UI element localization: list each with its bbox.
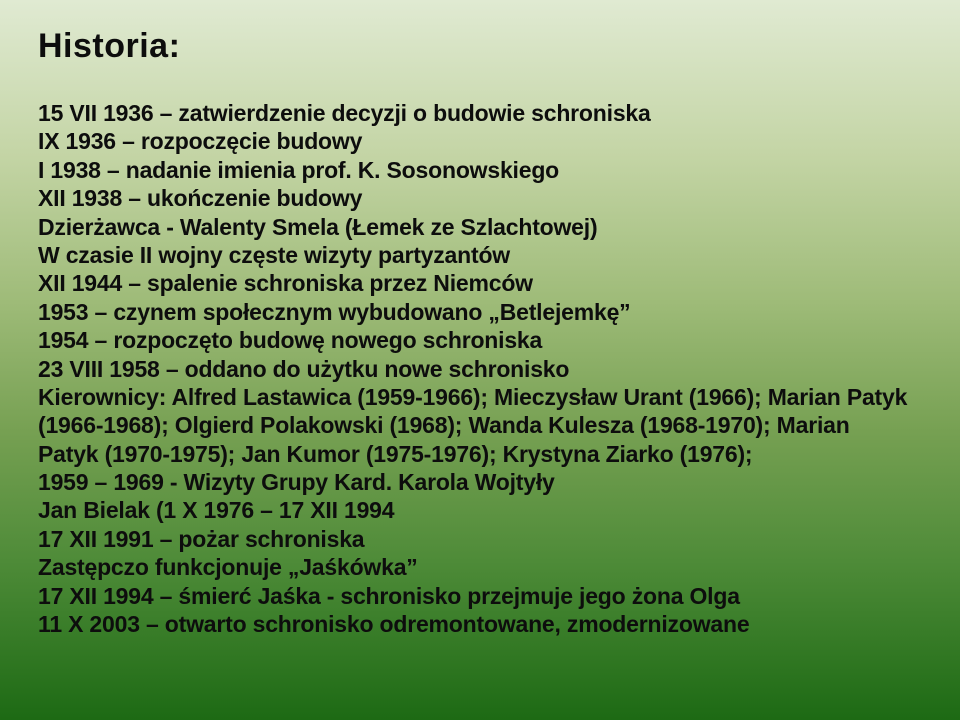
history-line: 17 XII 1994 – śmierć Jaśka - schronisko przejmuje jego żona Olga — [38, 582, 740, 609]
history-line: 1953 – czynem społecznym wybudowano „Betlejemkę” — [38, 298, 631, 325]
history-line: XII 1944 – spalenie schroniska przez Niemców — [38, 270, 533, 297]
history-line: 11 X 2003 – otwarto schronisko odremontowane, zmodernizowane — [38, 611, 750, 638]
history-line: 23 VIII 1958 – oddano do użytku nowe schronisko — [38, 355, 570, 382]
history-line: (1966-1968); Olgierd Polakowski (1968); Wanda Kulesza (1968-1970); Marian — [38, 412, 850, 439]
history-line: 1959 – 1969 - Wizyty Grupy Kard. Karola Wojtyły — [38, 469, 555, 496]
history-line: Kierownicy: Alfred Lastawica (1959-1966); Mieczysław Urant (1966); Marian Patyk — [38, 383, 908, 410]
history-line: Zastępczo funkcjonuje „Jaśkówka” — [38, 554, 418, 581]
history-line: Jan Bielak (1 X 1976 – 17 XII 1994 — [38, 497, 395, 524]
history-line: IX 1936 – rozpoczęcie budowy — [38, 128, 363, 155]
history-line: I 1938 – nadanie imienia prof. K. Sosonowskiego — [38, 156, 560, 183]
history-line: 1954 – rozpoczęto budowę nowego schroniska — [38, 327, 543, 354]
history-line: Patyk (1970-1975); Jan Kumor (1975-1976); Krystyna Ziarko (1976); — [38, 440, 753, 467]
slide-title: Historia: — [38, 27, 181, 65]
history-line: 17 XII 1991 – pożar schroniska — [38, 525, 365, 552]
history-line: XII 1938 – ukończenie budowy — [38, 185, 363, 212]
history-timeline — [38, 99, 953, 638]
history-line: Dzierżawca - Walenty Smela (Łemek ze Szlachtowej) — [38, 213, 598, 240]
history-line: W czasie II wojny częste wizyty partyzantów — [38, 241, 510, 268]
history-line: 15 VII 1936 – zatwierdzenie decyzji o budowie schroniska — [38, 100, 651, 126]
